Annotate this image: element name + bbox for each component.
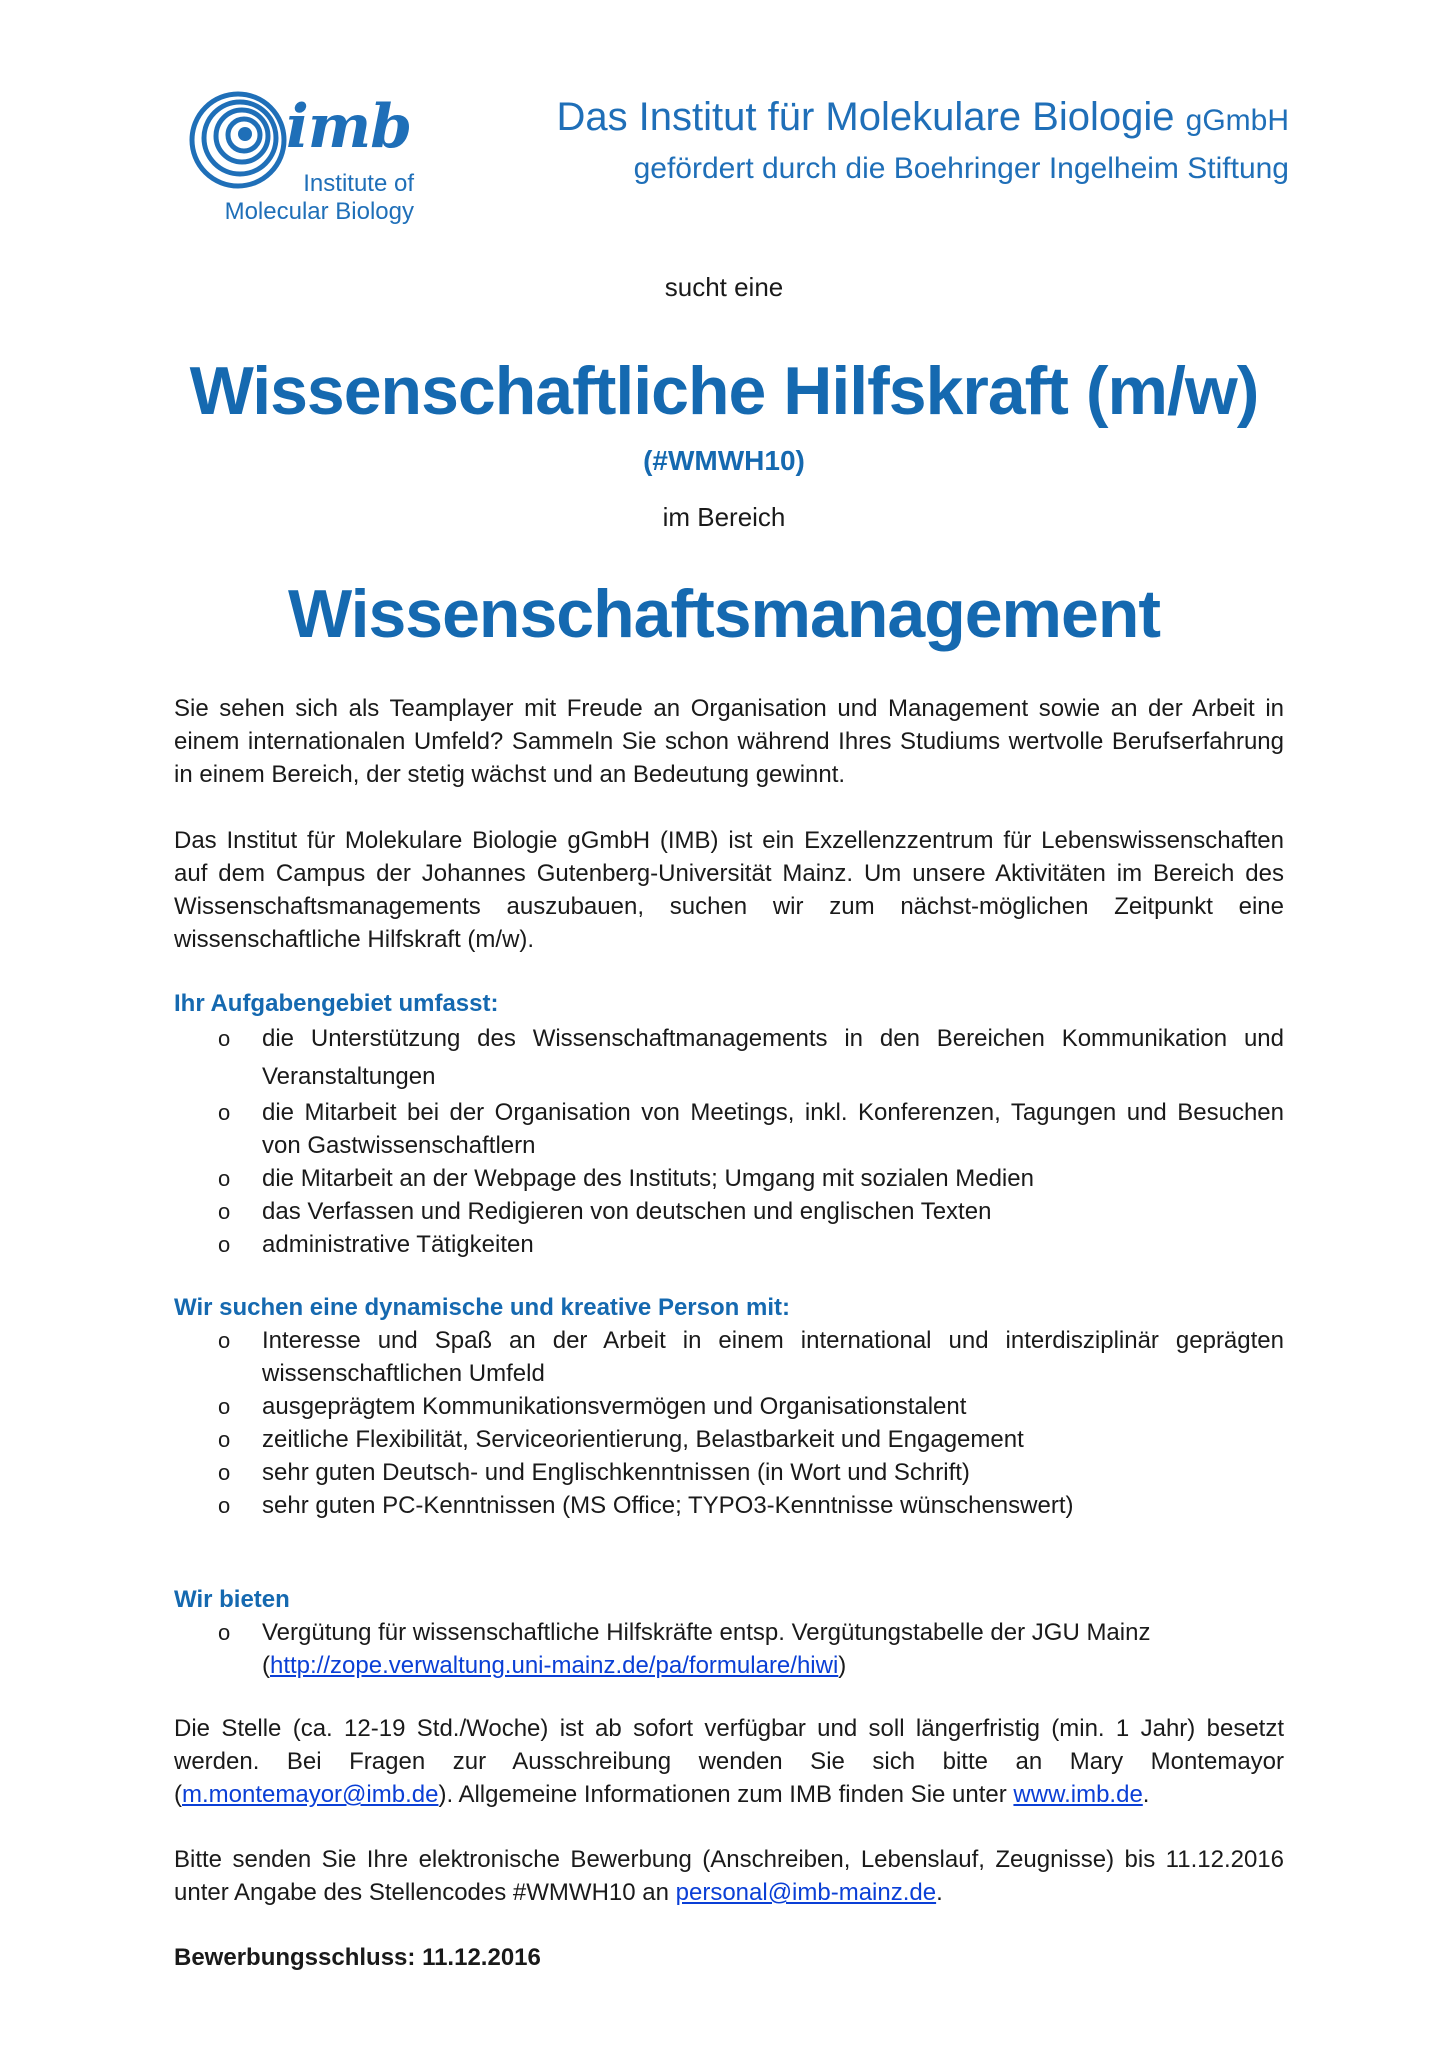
profile-list: [174, 1324, 1284, 1522]
application-text-b: .: [936, 1879, 943, 1906]
list-item: [174, 1456, 1284, 1489]
bullet-icon: o: [218, 1100, 231, 1125]
application-text-a: Bitte senden Sie Ihre elektronische Bewerbung (Anschreiben, Lebenslauf, Zeugnisse) bis 11.12.2016 unter Angabe des Stellencodes #WMWH10 an: [174, 1846, 1284, 1906]
list-item-text: administrative Tätigkeiten: [262, 1231, 534, 1258]
list-item-text: das Verfassen und Redigieren von deutschen und englischen Texten: [262, 1198, 992, 1225]
list-item: [174, 1162, 1284, 1195]
bullet-icon: o: [218, 1026, 231, 1051]
website-link[interactable]: www.imb.de: [1013, 1781, 1143, 1808]
list-item: [174, 1390, 1284, 1423]
list-item-text: die Mitarbeit bei der Organisation von Meetings, inkl. Konferenzen, Tagungen und Besuchen von Gastwissenschaftlern: [262, 1099, 1284, 1159]
list-item-text: die Unterstützung des Wissenschaftmanagements in den Bereichen Kommunikation und Veranstaltungen: [262, 1025, 1284, 1090]
logo-wordmark: imb: [286, 92, 412, 162]
list-item-text: sehr guten Deutsch- und Englischkenntnissen (in Wort und Schrift): [262, 1459, 970, 1486]
logo-line-1: Institute of: [303, 170, 414, 197]
contact-email-link[interactable]: m.montemayor@imb.de: [182, 1781, 439, 1808]
area-title: Wissenschaftsmanagement: [287, 576, 1161, 652]
list-item-text: Interesse und Spaß an der Arbeit in einem international und interdisziplinär geprägten wissenschaftlichen Umfeld: [262, 1327, 1284, 1387]
application-email-link[interactable]: personal@imb-mainz.de: [675, 1879, 937, 1906]
organization-title: [556, 95, 1289, 140]
list-item: [174, 1489, 1284, 1522]
offer-heading: Wir bieten: [174, 1586, 290, 1613]
list-item-text: sehr guten PC-Kenntnissen (MS Office; TYPO3-Kenntnisse wünschenswert): [262, 1492, 1074, 1519]
list-item-text: die Mitarbeit an der Webpage des Instituts; Umgang mit sozialen Medien: [262, 1165, 1034, 1192]
list-item: [174, 1423, 1284, 1456]
tasks-heading: Ihr Aufgabengebiet umfasst:: [174, 990, 499, 1017]
job-title: Wissenschaftliche Hilfskraft (m/w): [189, 353, 1259, 429]
position-details-paragraph: [174, 1712, 1284, 1811]
bullet-icon: o: [218, 1620, 231, 1645]
list-item: [174, 1228, 1284, 1261]
application-deadline: Bewerbungsschluss: 11.12.2016: [174, 1944, 541, 1971]
bullet-icon: o: [218, 1460, 231, 1485]
application-paragraph: [174, 1843, 1284, 1909]
bullet-icon: o: [218, 1394, 231, 1419]
list-item: [174, 1324, 1284, 1390]
organization-name: Das Institut für Molekulare Biologie: [556, 95, 1175, 139]
salary-table-link[interactable]: http://zope.verwaltung.uni-mainz.de/pa/formulare/hiwi: [270, 1652, 839, 1679]
details-text-c: .: [1142, 1781, 1150, 1808]
list-item-text: zeitliche Flexibilität, Serviceorientierung, Belastbarkeit und Engagement: [262, 1426, 1024, 1453]
bullet-icon: o: [218, 1328, 231, 1353]
bullet-icon: o: [218, 1166, 231, 1191]
organization-suffix: gGmbH: [1185, 104, 1289, 137]
intro-paragraph: Sie sehen sich als Teamplayer mit Freude an Organisation und Management sowie an der Arbeit in einem internationalen Umfeld? Sammeln Sie schon während Ihres Studiums wertvolle Berufserfahrung in einem Bereich, der stetig wächst und an Bedeutung gewinnt.: [174, 695, 1284, 788]
offer-text: Vergütung für wissenschaftliche Hilfskräfte entsp. Vergütungstabelle der JGU Mainz: [262, 1619, 1151, 1646]
bullet-icon: o: [218, 1199, 231, 1224]
logo-subtitle: [214, 170, 414, 226]
list-item: [174, 1020, 1284, 1096]
list-item: [174, 1096, 1284, 1162]
list-item-text: ausgeprägtem Kommunikationsvermögen und Organisationstalent: [262, 1393, 967, 1420]
tasks-list: [174, 1020, 1284, 1261]
bullet-icon: o: [218, 1232, 231, 1257]
institute-paragraph: Das Institut für Molekulare Biologie gGmbH (IMB) ist ein Exzellenzzentrum für Lebenswissenschaften auf dem Campus der Johannes Gutenberg-Universität Mainz. Um unsere Aktivitäten im Bereich des Wissenschaftsmanagements auszubauen, suchen wir zum nächst-möglichen Zeitpunkt eine wissenschaftliche Hilfskraft (m/w).: [174, 827, 1284, 953]
offer-paren-close: ): [838, 1652, 847, 1679]
details-text-a: Die Stelle (ca. 12-19 Std./Woche) ist ab sofort verfügbar und soll längerfristig (min. 1 Jahr) besetzt werden. Bei Fragen zur Ausschreibung wenden Sie sich bitte an Mary Montemayor (: [174, 1715, 1284, 1808]
bullet-icon: o: [218, 1427, 231, 1452]
details-text-b: ). Allgemeine Informationen zum IMB finden Sie unter: [438, 1781, 1014, 1808]
bullet-icon: o: [218, 1493, 231, 1518]
list-item: [174, 1195, 1284, 1228]
offer-paren-open: (: [262, 1652, 270, 1679]
intro-line: sucht eine: [664, 272, 784, 302]
organization-subtitle: gefördert durch die Boehringer Ingelheim Stiftung: [633, 152, 1289, 185]
offer-list: [174, 1616, 1284, 1682]
logo-line-2: Molecular Biology: [224, 198, 414, 225]
job-code: (#WMWH10): [643, 445, 805, 476]
imb-logo: [188, 90, 418, 240]
profile-heading: Wir suchen eine dynamische und kreative Person mit:: [174, 1294, 790, 1321]
area-label: im Bereich: [662, 502, 786, 532]
list-item: [174, 1616, 1284, 1682]
